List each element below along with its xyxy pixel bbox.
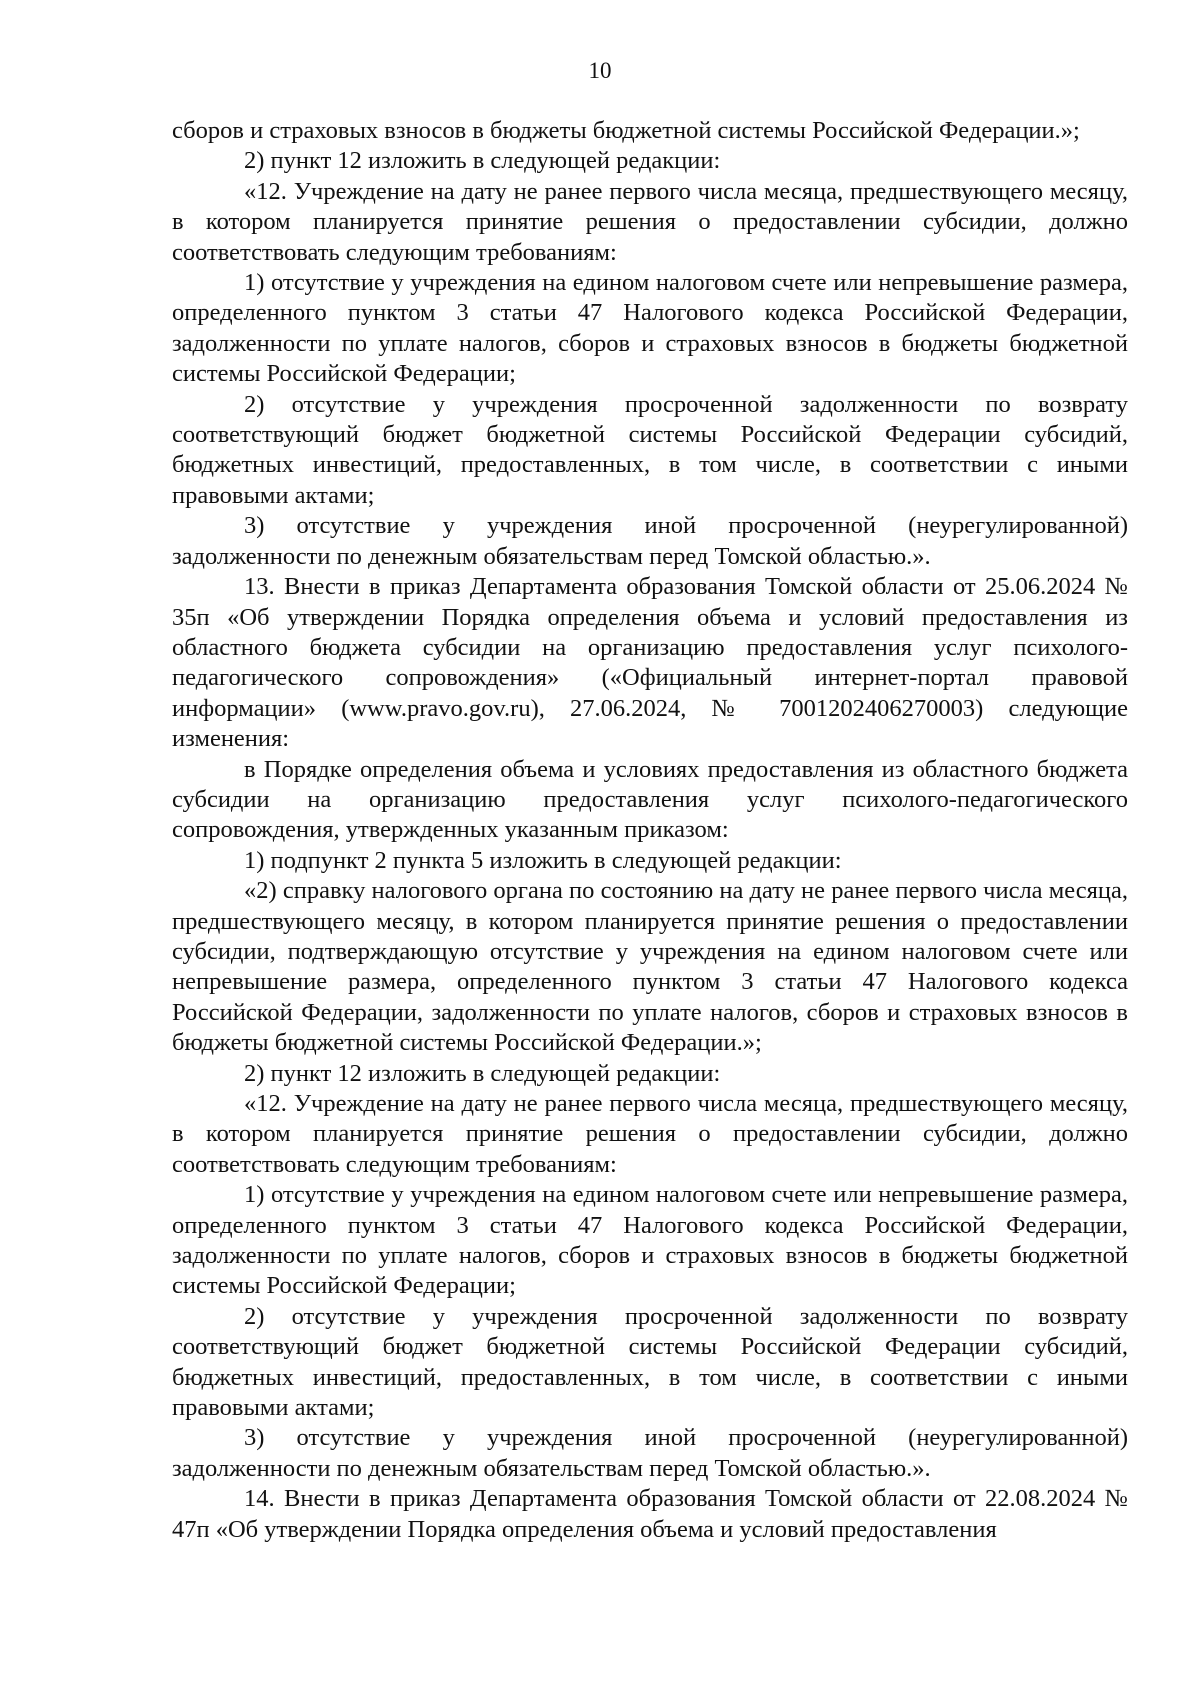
paragraph: «12. Учреждение на дату не ранее первого числа месяца, предшествующего месяцу, в котором планируется принятие решения о предоставлении субсидии, должно соответствовать следующим требованиям:: [172, 177, 1128, 266]
paragraph: 2) отсутствие у учреждения просроченной задолженности по возврату соответствующий бюджет бюджетной системы Российской Федерации субсидий, бюджетных инвестиций, предоставленных, в том числе, в соответствии с иными правовыми актами;: [172, 390, 1128, 509]
paragraph: 3) отсутствие у учреждения иной просроченной (неурегулированной) задолженности по денежным обязательствам перед Томской областью.».: [172, 1424, 1128, 1482]
paragraph: в Порядке определения объема и условиях предоставления из областного бюджета субсидии на организацию предоставления услуг психолого-педагогического сопровождения, утвержденных указанным приказом:: [172, 755, 1128, 844]
paragraph: 2) пункт 12 изложить в следующей редакции:: [244, 147, 721, 175]
paragraph: 13. Внести в приказ Департамента образования Томской области от 25.06.2024 № 35п «Об утверждении Порядка определения объема и условий предоставления из областного бюджета субсидии на организацию предоставления услуг психолого-педагогического сопровождения» («Официальный интернет-портал правовой информации» (www.pravo.gov.ru), 27.06.2024, № 7001202406270003) следующие изменения:: [172, 573, 1128, 753]
paragraph: 1) отсутствие у учреждения на едином налоговом счете или непревышение размера, определенного пунктом 3 статьи 47 Налогового кодекса Российской Федерации, задолженности по уплате налогов, сборов и страховых взносов в бюджеты бюджетной системы Российской Федерации;: [172, 1181, 1128, 1300]
paragraph: 2) отсутствие у учреждения просроченной задолженности по возврату соответствующий бюджет бюджетной системы Российской Федерации субсидий, бюджетных инвестиций, предоставленных, в том числе, в соответствии с иными правовыми актами;: [172, 1302, 1128, 1422]
paragraph: 3) отсутствие у учреждения иной просроченной (неурегулированной) задолженности по денежным обязательствам перед Томской областью.».: [172, 512, 1128, 570]
paragraph: 1) отсутствие у учреждения на едином налоговом счете или непревышение размера, определенного пунктом 3 статьи 47 Налогового кодекса Российской Федерации, задолженности по уплате налогов, сборов и страховых взносов в бюджеты бюджетной системы Российской Федерации;: [172, 269, 1128, 388]
paragraph: 14. Внести в приказ Департамента образования Томской области от 22.08.2024 № 47п «Об утверждении Порядка определения объема и условий предоставления: [172, 1485, 1128, 1543]
paragraph: 1) подпункт 2 пункта 5 изложить в следующей редакции:: [244, 846, 842, 874]
paragraph: сборов и страховых взносов в бюджеты бюджетной системы Российской Федерации.»;: [172, 117, 1080, 144]
paragraph: «2) справку налогового органа по состоянию на дату не ранее первого числа месяца, предшествующего месяцу, в котором планируется принятие решения о предоставлении субсидии, подтверждающую отсутствие у учреждения на едином налоговом счете или непревышение размера, определенного пунктом 3 статьи 47 Налогового кодекса Российской Федерации, задолженности по уплате налогов, сборов и страховых взносов в бюджеты бюджетной системы Российской Федерации.»;: [172, 877, 1128, 1057]
paragraph: «12. Учреждение на дату не ранее первого числа месяца, предшествующего месяцу, в котором планируется принятие решения о предоставлении субсидии, должно соответствовать следующим требованиям:: [172, 1090, 1128, 1178]
paragraph: 2) пункт 12 изложить в следующей редакции:: [244, 1059, 721, 1087]
document-body: [172, 116, 1128, 1545]
page-number: 10: [588, 58, 612, 83]
